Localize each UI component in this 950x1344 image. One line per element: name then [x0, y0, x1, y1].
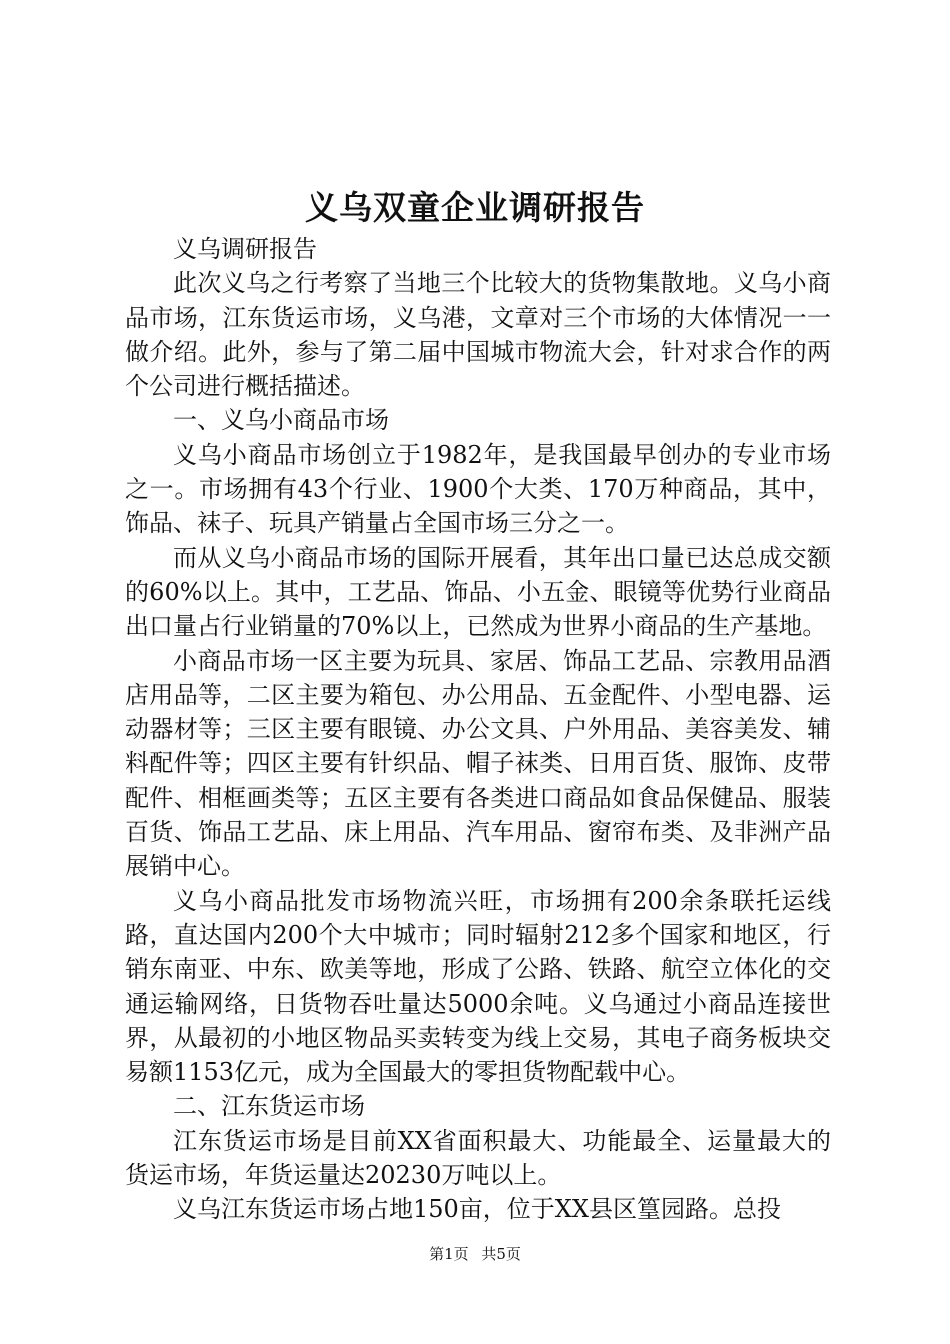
document-title: 义乌双童企业调研报告 — [305, 188, 645, 227]
page-number: 第1页 — [429, 1245, 469, 1263]
section-heading: 二、江东货运市场 — [173, 1092, 365, 1121]
page-total: 共5页 — [481, 1245, 521, 1263]
paragraph: 江东货运市场是目前XX省面积最大、功能最全、运量最大的货运市场，年货运量达20230万吨以上。 — [125, 1126, 831, 1190]
paragraph: 义乌江东货运市场占地150亩，位于XX县区篁园路。总投 — [173, 1195, 781, 1224]
paragraph: 义乌小商品批发市场物流兴旺，市场拥有200余条联托运线路，直达国内200个大中城市；同时辐射212多个国家和地区，行销东南亚、中东、欧美等地，形成了公路、铁路、航空立体化的交通运输网络，日货物吞吐量达5000余吨。义乌通过小商品连接世界，从最初的小地区物品买卖转变为线上交易，其电子商务板块交易额1153亿元，成为全国最大的零担货物配载中心。 — [125, 886, 831, 1087]
paragraph: 义乌小商品市场创立于1982年，是我国最早创办的专业市场之一。市场拥有43个行业、1900个大类、170万种商品，其中，饰品、袜子、玩具产销量占全国市场三分之一。 — [125, 440, 831, 538]
paragraph: 小商品市场一区主要为玩具、家居、饰品工艺品、宗教用品酒店用品等，二区主要为箱包、办公用品、五金配件、小型电器、运动器材等；三区主要有眼镜、办公文具、户外用品、美容美发、辅料配件等；四区主要有针织品、帽子袜类、日用百货、服饰、皮带配件、相框画类等；五区主要有各类进口商品如食品保健品、服装百货、饰品工艺品、床上用品、汽车用品、窗帘布类、及非洲产品展销中心。 — [125, 646, 831, 881]
section-heading: 一、义乌小商品市场 — [173, 406, 389, 435]
paragraph: 此次义乌之行考察了当地三个比较大的货物集散地。义乌小商品市场，江东货运市场，义乌港，文章对三个市场的大体情况一一做介绍。此外，参与了第二届中国城市物流大会，针对求合作的两个公司进行概括描述。 — [125, 269, 831, 401]
document-body — [125, 232, 831, 1227]
paragraph: 而从义乌小商品市场的国际开展看，其年出口量已达总成交额的60%以上。其中，工艺品、饰品、小五金、眼镜等优势行业商品出口量占行业销量的70%以上，已然成为世界小商品的生产基地。 — [125, 543, 831, 641]
paragraph: 义乌调研报告 — [173, 235, 317, 263]
page-footer — [0, 1244, 950, 1264]
